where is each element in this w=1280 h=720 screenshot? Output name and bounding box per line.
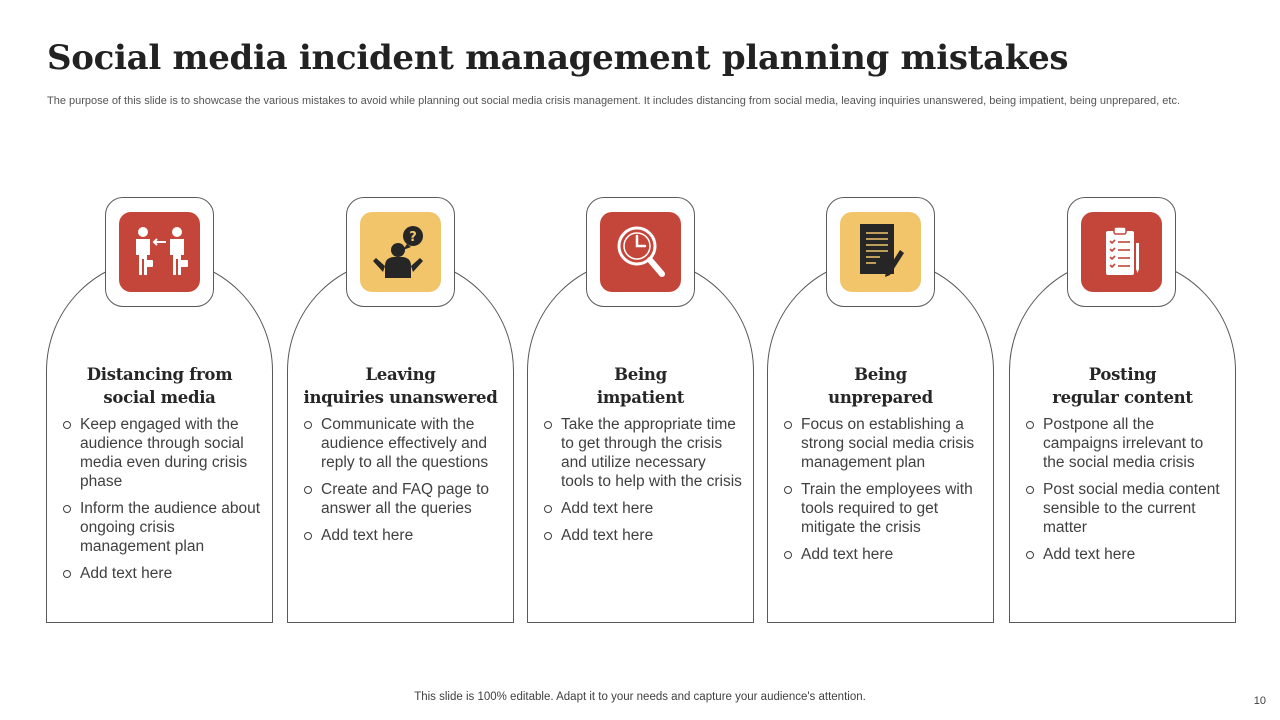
card-title-line1: Posting [1088, 365, 1157, 384]
icon-tile [840, 212, 921, 292]
bullet-item: Add text here [1024, 545, 1224, 564]
mistake-card-impatient [527, 258, 754, 623]
icon-tile [119, 212, 200, 292]
bullet-item: Create and FAQ page to answer all the queries [302, 480, 502, 518]
icon-frame [586, 197, 695, 307]
people-distancing-icon [130, 226, 190, 278]
bullet-item: Focus on establishing a strong social media crisis management plan [782, 415, 982, 472]
bullet-list [1024, 415, 1224, 572]
bullet-item: Keep engaged with the audience through social media even during crisis phase [61, 415, 261, 491]
bullet-item: Train the employees with tools required to get mitigate the crisis [782, 480, 982, 537]
document-pen-icon [856, 222, 906, 282]
card-title [528, 363, 753, 409]
bullet-item: Add text here [61, 564, 261, 583]
bullet-item: Take the appropriate time to get through the crisis and utilize necessary tools to help with the crisis [542, 415, 742, 491]
bullet-item: Add text here [782, 545, 982, 564]
person-question-icon [371, 224, 431, 280]
icon-frame [1067, 197, 1176, 307]
mistake-card-distancing [46, 258, 273, 623]
card-title [288, 363, 513, 409]
mistake-card-inquiries [287, 258, 514, 623]
svg-text:?: ? [408, 230, 417, 245]
card-title [768, 363, 993, 409]
bullet-list [61, 415, 261, 591]
card-title-line2: regular content [1052, 388, 1193, 407]
clock-magnifier-icon [613, 222, 669, 282]
card-title-line2: inquiries unanswered [303, 388, 498, 407]
slide-footer: This slide is 100% editable. Adapt it to your needs and capture your audience's attention. [414, 691, 866, 703]
bullet-list [782, 415, 982, 572]
card-title-line1: Being [614, 365, 667, 384]
bullet-item: Communicate with the audience effectively and reply to all the questions [302, 415, 502, 472]
bullet-item: Add text here [302, 526, 502, 545]
bullet-item: Post social media content sensible to the current matter [1024, 480, 1224, 537]
card-title-line2: social media [103, 388, 216, 407]
card-title [1010, 363, 1235, 409]
icon-tile [360, 212, 441, 292]
icon-frame [105, 197, 214, 307]
icon-tile [1081, 212, 1162, 292]
card-title [47, 363, 272, 409]
mistake-card-unprepared [767, 258, 994, 623]
card-title-line2: impatient [596, 388, 685, 407]
icon-tile [600, 212, 681, 292]
card-title-line1: Being [854, 365, 907, 384]
bullet-item: Add text here [542, 526, 742, 545]
slide-subtitle: The purpose of this slide is to showcase the various mistakes to avoid while planning out social media crisis management. It includes distancing from social media, leaving inquiries unanswered, being impatient, being unprepared, etc. [47, 95, 1180, 107]
bullet-item: Postpone all the campaigns irrelevant to the social media crisis [1024, 415, 1224, 472]
card-title-line1: Distancing from [86, 365, 233, 384]
clipboard-checklist-icon [1102, 225, 1142, 279]
mistake-card-posting [1009, 258, 1236, 623]
bullet-item: Inform the audience about ongoing crisis management plan [61, 499, 261, 556]
icon-frame [826, 197, 935, 307]
card-title-line1: Leaving [365, 365, 436, 384]
bullet-item: Add text here [542, 499, 742, 518]
page-number: 10 [1253, 695, 1266, 707]
bullet-list [542, 415, 742, 553]
bullet-list [302, 415, 502, 553]
slide-title: Social media incident management planning mistakes [47, 38, 1069, 78]
icon-frame [346, 197, 455, 307]
card-title-line2: unprepared [828, 388, 933, 407]
